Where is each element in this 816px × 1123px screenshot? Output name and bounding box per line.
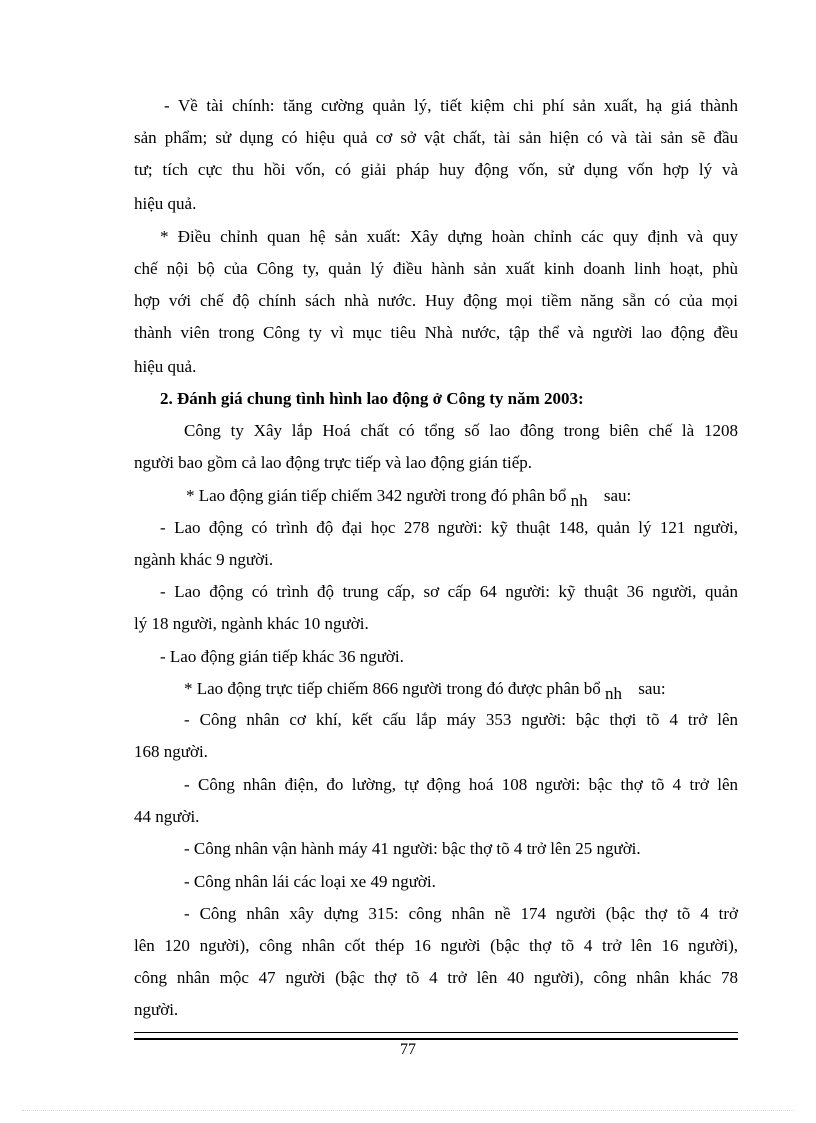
paragraph-finance-line-4: hiệu quả. (134, 194, 197, 213)
paragraph-finance-line-2: sản phẩm; sử dụng có hiệu quả cơ sở vật chất, tài sản hiện có và tài sản sẽ đầu (134, 128, 738, 147)
paragraph-adjustment-line-1: * Điều chỉnh quan hệ sản xuất: Xây dựng hoàn chỉnh các quy định và quy (160, 227, 738, 246)
direct-construction-line-2: lên 120 người), công nhân cốt thép 16 người (bậc thợ tõ 4 trở lên 16 người), (134, 936, 738, 955)
indirect-intro-text-a: * Lao động gián tiếp chiếm 342 người trong đó phân bổ (186, 486, 567, 505)
direct-electrical-line-2: 44 người. (134, 807, 200, 826)
indirect-university-line-2: ngành khác 9 người. (134, 550, 274, 569)
page-edge-divider (22, 1110, 794, 1111)
direct-machine-operator-line: - Công nhân vận hành máy 41 người: bậc thợ tõ 4 trở lên 25 người. (184, 839, 641, 858)
paragraph-adjustment-line-3: hợp với chế độ chính sách nhà nước. Huy động mọi tiềm năng sẵn có của mọi (134, 291, 738, 310)
paragraph-total-line-1: Công ty Xây lắp Hoá chất có tổng số lao đông trong biên chế là 1208 (184, 421, 738, 440)
indirect-intro-subscript: nh (570, 491, 588, 510)
indirect-college-line-1: - Lao động có trình độ trung cấp, sơ cấp 64 người: kỹ thuật 36 người, quản (160, 582, 738, 601)
paragraph-total-line-2: người bao gồm cả lao động trực tiếp và lao động gián tiếp. (134, 453, 533, 472)
indirect-other-line: - Lao động gián tiếp khác 36 người. (160, 647, 404, 666)
indirect-labor-intro (186, 485, 632, 510)
direct-intro-text-a: * Lao động trực tiếp chiếm 866 người trong đó được phân bổ (184, 679, 601, 698)
paragraph-adjustment-line-5: hiệu quả. (134, 357, 197, 376)
indirect-college-line-2: lý 18 người, ngành khác 10 người. (134, 614, 369, 633)
paragraph-finance-line-3: tư; tích cực thu hồi vốn, có giải pháp huy động vốn, sử dụng vốn hợp lý và (134, 160, 738, 179)
paragraph-adjustment-line-4: thành viên trong Công ty vì mục tiêu Nhà nước, tập thể và người lao động đều (134, 323, 738, 342)
direct-intro-text-b: sau: (638, 679, 666, 698)
direct-labor-intro (184, 678, 666, 703)
footer-double-rule (134, 1032, 738, 1040)
direct-driver-line: - Công nhân lái các loại xe 49 người. (184, 872, 436, 891)
section-heading: 2. Đánh giá chung tình hình lao động ở Công ty năm 2003: (160, 389, 584, 408)
direct-construction-line-4: người. (134, 1000, 179, 1019)
paragraph-finance-line-1: - Về tài chính: tăng cường quản lý, tiết kiệm chi phí sản xuất, hạ giá thành (164, 96, 738, 115)
direct-electrical-line-1: - Công nhân điện, đo lường, tự động hoá 108 người: bậc thợ tõ 4 trở lên (184, 775, 738, 794)
indirect-university-line-1: - Lao động có trình độ đại học 278 người: kỹ thuật 148, quản lý 121 người, (160, 518, 738, 537)
paragraph-adjustment-line-2: chế nội bộ của Công ty, quản lý điều hành sản xuất kinh doanh linh hoạt, phù (134, 259, 738, 278)
direct-mechanical-line-2: 168 người. (134, 742, 208, 761)
direct-construction-line-3: công nhân mộc 47 người (bậc thợ tõ 4 trở lên 40 người), công nhân khác 78 (134, 968, 738, 987)
indirect-intro-text-b: sau: (603, 486, 632, 505)
direct-mechanical-line-1: - Công nhân cơ khí, kết cấu lắp máy 353 người: bậc thợi tõ 4 trở lên (184, 710, 738, 729)
direct-construction-line-1: - Công nhân xây dựng 315: công nhân nề 174 người (bậc thợ tõ 4 trở (184, 904, 738, 923)
direct-intro-subscript: nh (604, 684, 622, 703)
page-number: 77 (400, 1041, 416, 1058)
